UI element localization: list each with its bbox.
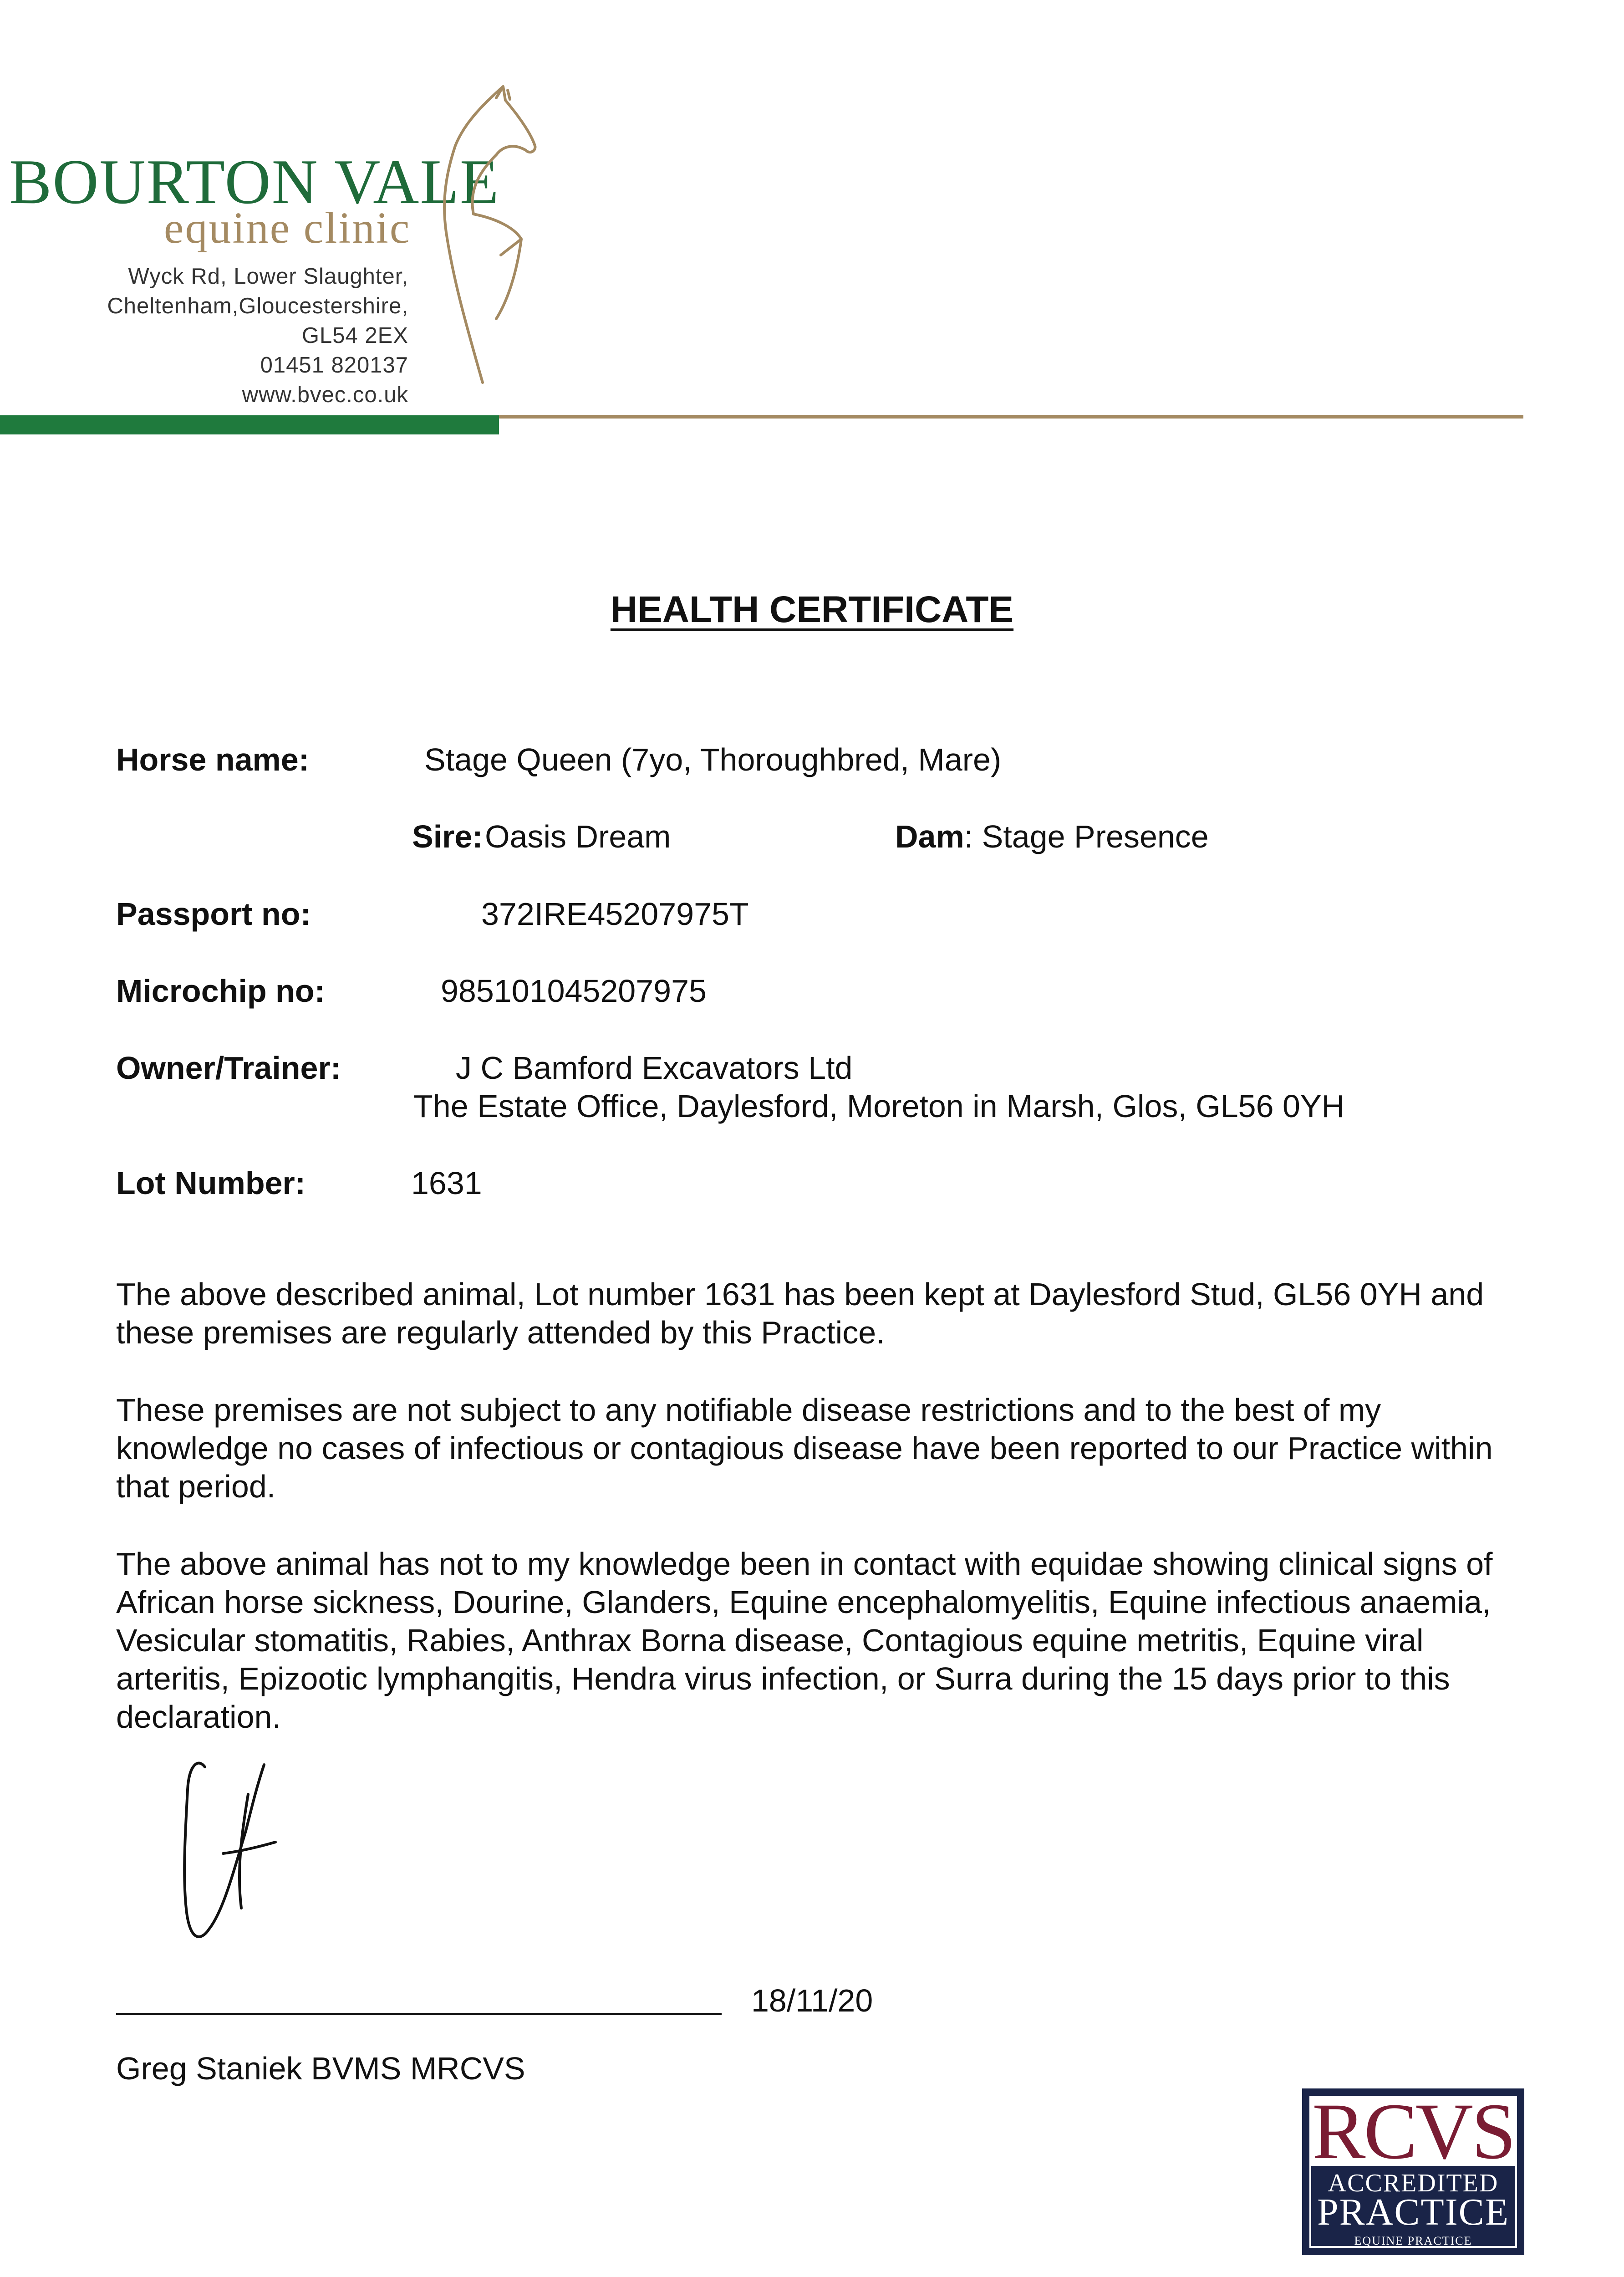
sire-value: Oasis Dream — [485, 819, 671, 854]
microchip-label: Microchip no: — [116, 973, 325, 1009]
statement-contact-declaration: The above animal has not to my knowledge been in contact with equidae showing clinical signs of African horse sickness, Dourine, Glanders, Equine encephalomyelitis, Equine infectious anaemia, Vesicular stomatitis, Rabies, Anthrax Borna disease, Contagious equine metritis, Equine viral arteritis, Epizootic lymphangitis, Hendra virus infection, or Surra during the 15 days prior to this declaration. — [116, 1546, 1493, 1735]
address-line-2: Cheltenham,Gloucestershire, — [107, 294, 408, 318]
rcvs-logo-text: RCVS — [1311, 2098, 1515, 2166]
owner-label: Owner/Trainer: — [116, 1050, 341, 1086]
rcvs-equine-practice-text: EQUINE PRACTICE — [1354, 2234, 1472, 2247]
horse-name-label: Horse name: — [116, 742, 310, 777]
header-green-bar — [0, 415, 499, 434]
microchip-value: 985101045207975 — [441, 973, 707, 1009]
website: www.bvec.co.uk — [242, 383, 408, 407]
lot-value: 1631 — [411, 1165, 482, 1201]
handwritten-signature — [173, 1749, 291, 1949]
horse-head-icon — [428, 82, 546, 401]
owner-address: The Estate Office, Daylesford, Moreton in Marsh, Glos, GL56 0YH — [413, 1088, 1345, 1124]
signatory-name: Greg Staniek BVMS MRCVS — [116, 2051, 525, 2086]
signature-line — [116, 2013, 722, 2015]
header-gold-line — [499, 415, 1523, 419]
rcvs-accredited-text: ACCREDITED — [1328, 2169, 1499, 2197]
lot-label: Lot Number: — [116, 1165, 306, 1201]
phone-number: 01451 820137 — [260, 353, 408, 378]
statement-disease-restrictions: These premises are not subject to any notifiable disease restrictions and to the best of my knowledge no cases of infectious or contagious disease have been reported to our Practice within that period. — [116, 1392, 1493, 1504]
horse-name-value: Stage Queen (7yo, Thoroughbred, Mare) — [424, 742, 1002, 777]
clinic-subtitle: equine clinic — [164, 204, 411, 253]
dam-value: : Stage Presence — [964, 819, 1209, 854]
owner-name: J C Bamford Excavators Ltd — [456, 1050, 853, 1086]
sire-label: Sire: — [412, 819, 483, 854]
address-line-3: GL54 2EX — [301, 323, 408, 348]
address-line-1: Wyck Rd, Lower Slaughter, — [128, 264, 408, 289]
passport-label: Passport no: — [116, 896, 311, 932]
dam-field — [895, 821, 1209, 853]
clinic-name: BOURTON VALE — [9, 147, 500, 217]
rcvs-practice-text: PRACTICE — [1317, 2191, 1510, 2233]
sire-field — [412, 821, 671, 853]
dam-label: Dam — [895, 819, 964, 854]
rcvs-accredited-badge — [1302, 2088, 1524, 2255]
signature-date: 18/11/20 — [751, 1983, 873, 2018]
certificate-title: HEALTH CERTIFICATE — [610, 589, 1014, 630]
statement-premises: The above described animal, Lot number 1631 has been kept at Daylesford Stud, GL56 0YH and these premises are regularly attended by this Practice. — [116, 1276, 1484, 1350]
passport-value: 372IRE45207975T — [481, 896, 749, 932]
